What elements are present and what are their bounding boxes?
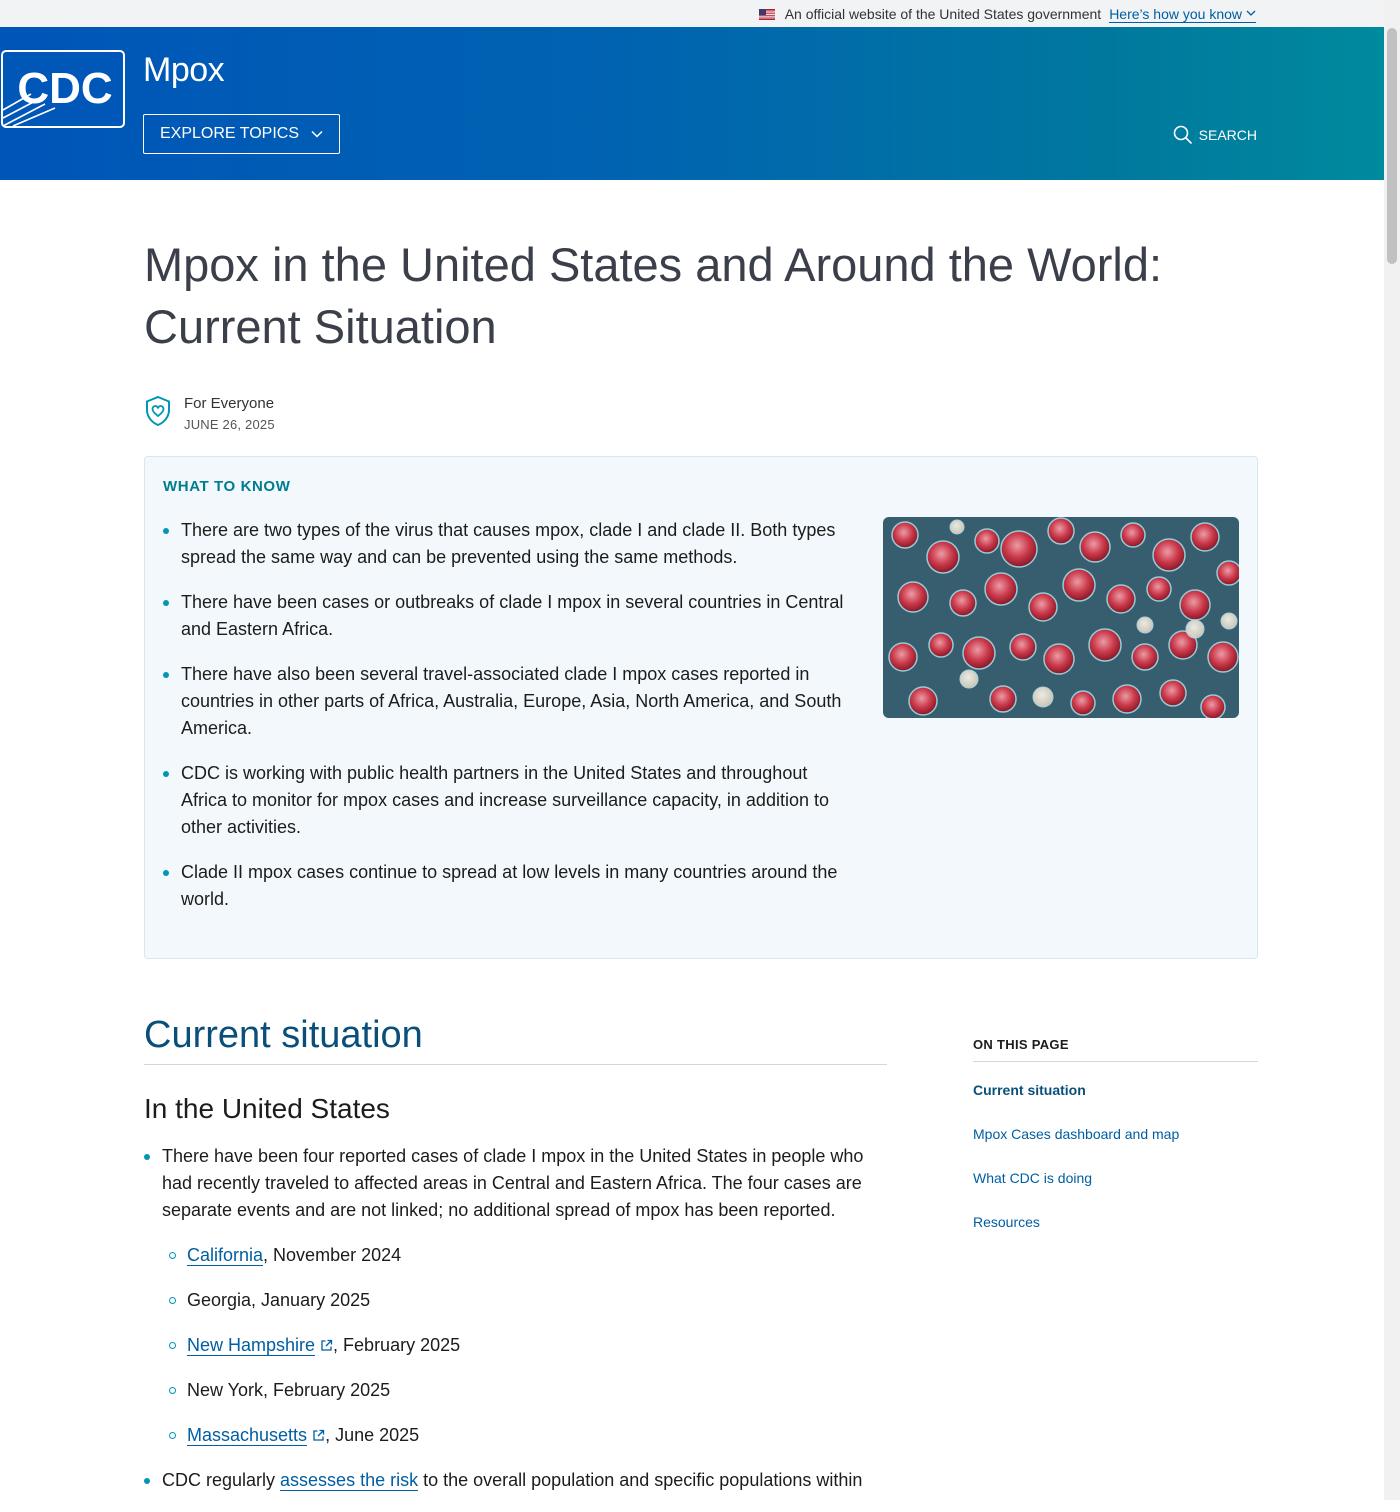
list-item: There have been cases or outbreaks of clade I mpox in several countries in Central and Eastern Africa. [163,589,853,643]
list-item [144,1467,887,1494]
us-flag-icon [759,9,775,20]
risk-text-post: to the overall population and specific populations within [418,1470,863,1490]
case-text: Georgia, January 2025 [187,1290,371,1310]
us-situation-list [144,1143,887,1494]
main-content [144,1010,887,1512]
search-button[interactable] [1173,125,1257,145]
on-this-page-list [973,1062,1258,1258]
otp-link-resources[interactable]: Resources [973,1214,1040,1230]
case-date: , November 2024 [263,1245,402,1265]
list-item: There are two types of the virus that causes mpox, clade I and clade II. Both types spread the same way and can be prevented using the same methods. [163,517,853,571]
scrollbar-thumb[interactable] [1387,28,1397,264]
massachusetts-link[interactable]: Massachusetts [187,1425,308,1445]
list-item [144,1143,887,1449]
section-heading-current-situation: Current situation [144,1010,887,1065]
heres-how-you-know-link[interactable] [1109,6,1256,23]
new-hampshire-link[interactable]: New Hampshire [187,1335,316,1355]
search-icon [1173,125,1193,145]
search-label: SEARCH [1198,127,1257,143]
site-title[interactable]: Mpox [143,51,225,89]
page-title: Mpox in the United States and Around the World: Current Situation [144,238,1163,353]
audience-meta [144,395,275,432]
case-item-georgia [169,1287,887,1314]
cdc-logo[interactable] [1,50,125,128]
logo-text: CDC [17,64,113,113]
california-link[interactable]: California [187,1245,264,1265]
heres-how-you-know-label: Here’s how you know [1109,5,1242,22]
publish-date: JUNE 26, 2025 [184,417,275,432]
vertical-scrollbar[interactable] [1384,0,1400,1500]
subheading-united-states: In the United States [144,1093,390,1124]
list-item: CDC is working with public health partners in the United States and throughout Africa to monitor for mpox cases and increase surveillance capacity, in addition to other activities. [163,760,853,841]
case-text: New York, February 2025 [187,1380,391,1400]
us-cases-sublist [162,1242,887,1449]
list-item: There have also been several travel-associated clade I mpox cases reported in countries in other parts of Africa, Australia, Europe, Asia, North America, and South America. [163,661,853,742]
site-header [0,27,1384,180]
case-item-new-york [169,1377,887,1404]
explore-topics-label: EXPLORE TOPICS [160,125,300,142]
case-date: , June 2025 [325,1425,420,1445]
assesses-the-risk-link[interactable]: assesses the risk [280,1470,419,1490]
risk-text-pre: CDC regularly [162,1470,281,1490]
gov-banner [0,0,1384,27]
what-to-know-list [163,517,853,931]
external-link-icon [320,1339,333,1352]
otp-link-dashboard-map[interactable]: Mpox Cases dashboard and map [973,1126,1180,1142]
case-item-new-hampshire [169,1332,887,1359]
chevron-down-icon [311,130,323,138]
what-to-know-box [144,456,1258,959]
us-cases-summary: There have been four reported cases of clade I mpox in the United States in people who had recently traveled to affected areas in Central and Eastern Africa. The four cases are separate events and are not linked; no additional spread of mpox has been reported. [162,1146,864,1220]
otp-link-what-cdc-is-doing[interactable]: What CDC is doing [973,1170,1093,1186]
what-to-know-heading: WHAT TO KNOW [163,478,291,495]
external-link-icon [312,1429,325,1442]
shield-heart-icon [144,395,172,427]
mpox-virus-micrograph-image [883,517,1239,718]
otp-link-current-situation[interactable]: Current situation [973,1082,1086,1098]
explore-topics-button[interactable] [143,114,340,154]
gov-banner-text: An official website of the United States government [784,6,1102,22]
list-item: Clade II mpox cases continue to spread at low levels in many countries around the world. [163,859,853,913]
on-this-page-nav [973,1037,1258,1258]
case-item-california [169,1242,887,1269]
on-this-page-heading: ON THIS PAGE [973,1037,1258,1062]
case-date: , February 2025 [333,1335,461,1355]
audience-label: For Everyone [184,395,275,412]
chevron-down-icon [1246,10,1256,17]
case-item-massachusetts [169,1422,887,1449]
